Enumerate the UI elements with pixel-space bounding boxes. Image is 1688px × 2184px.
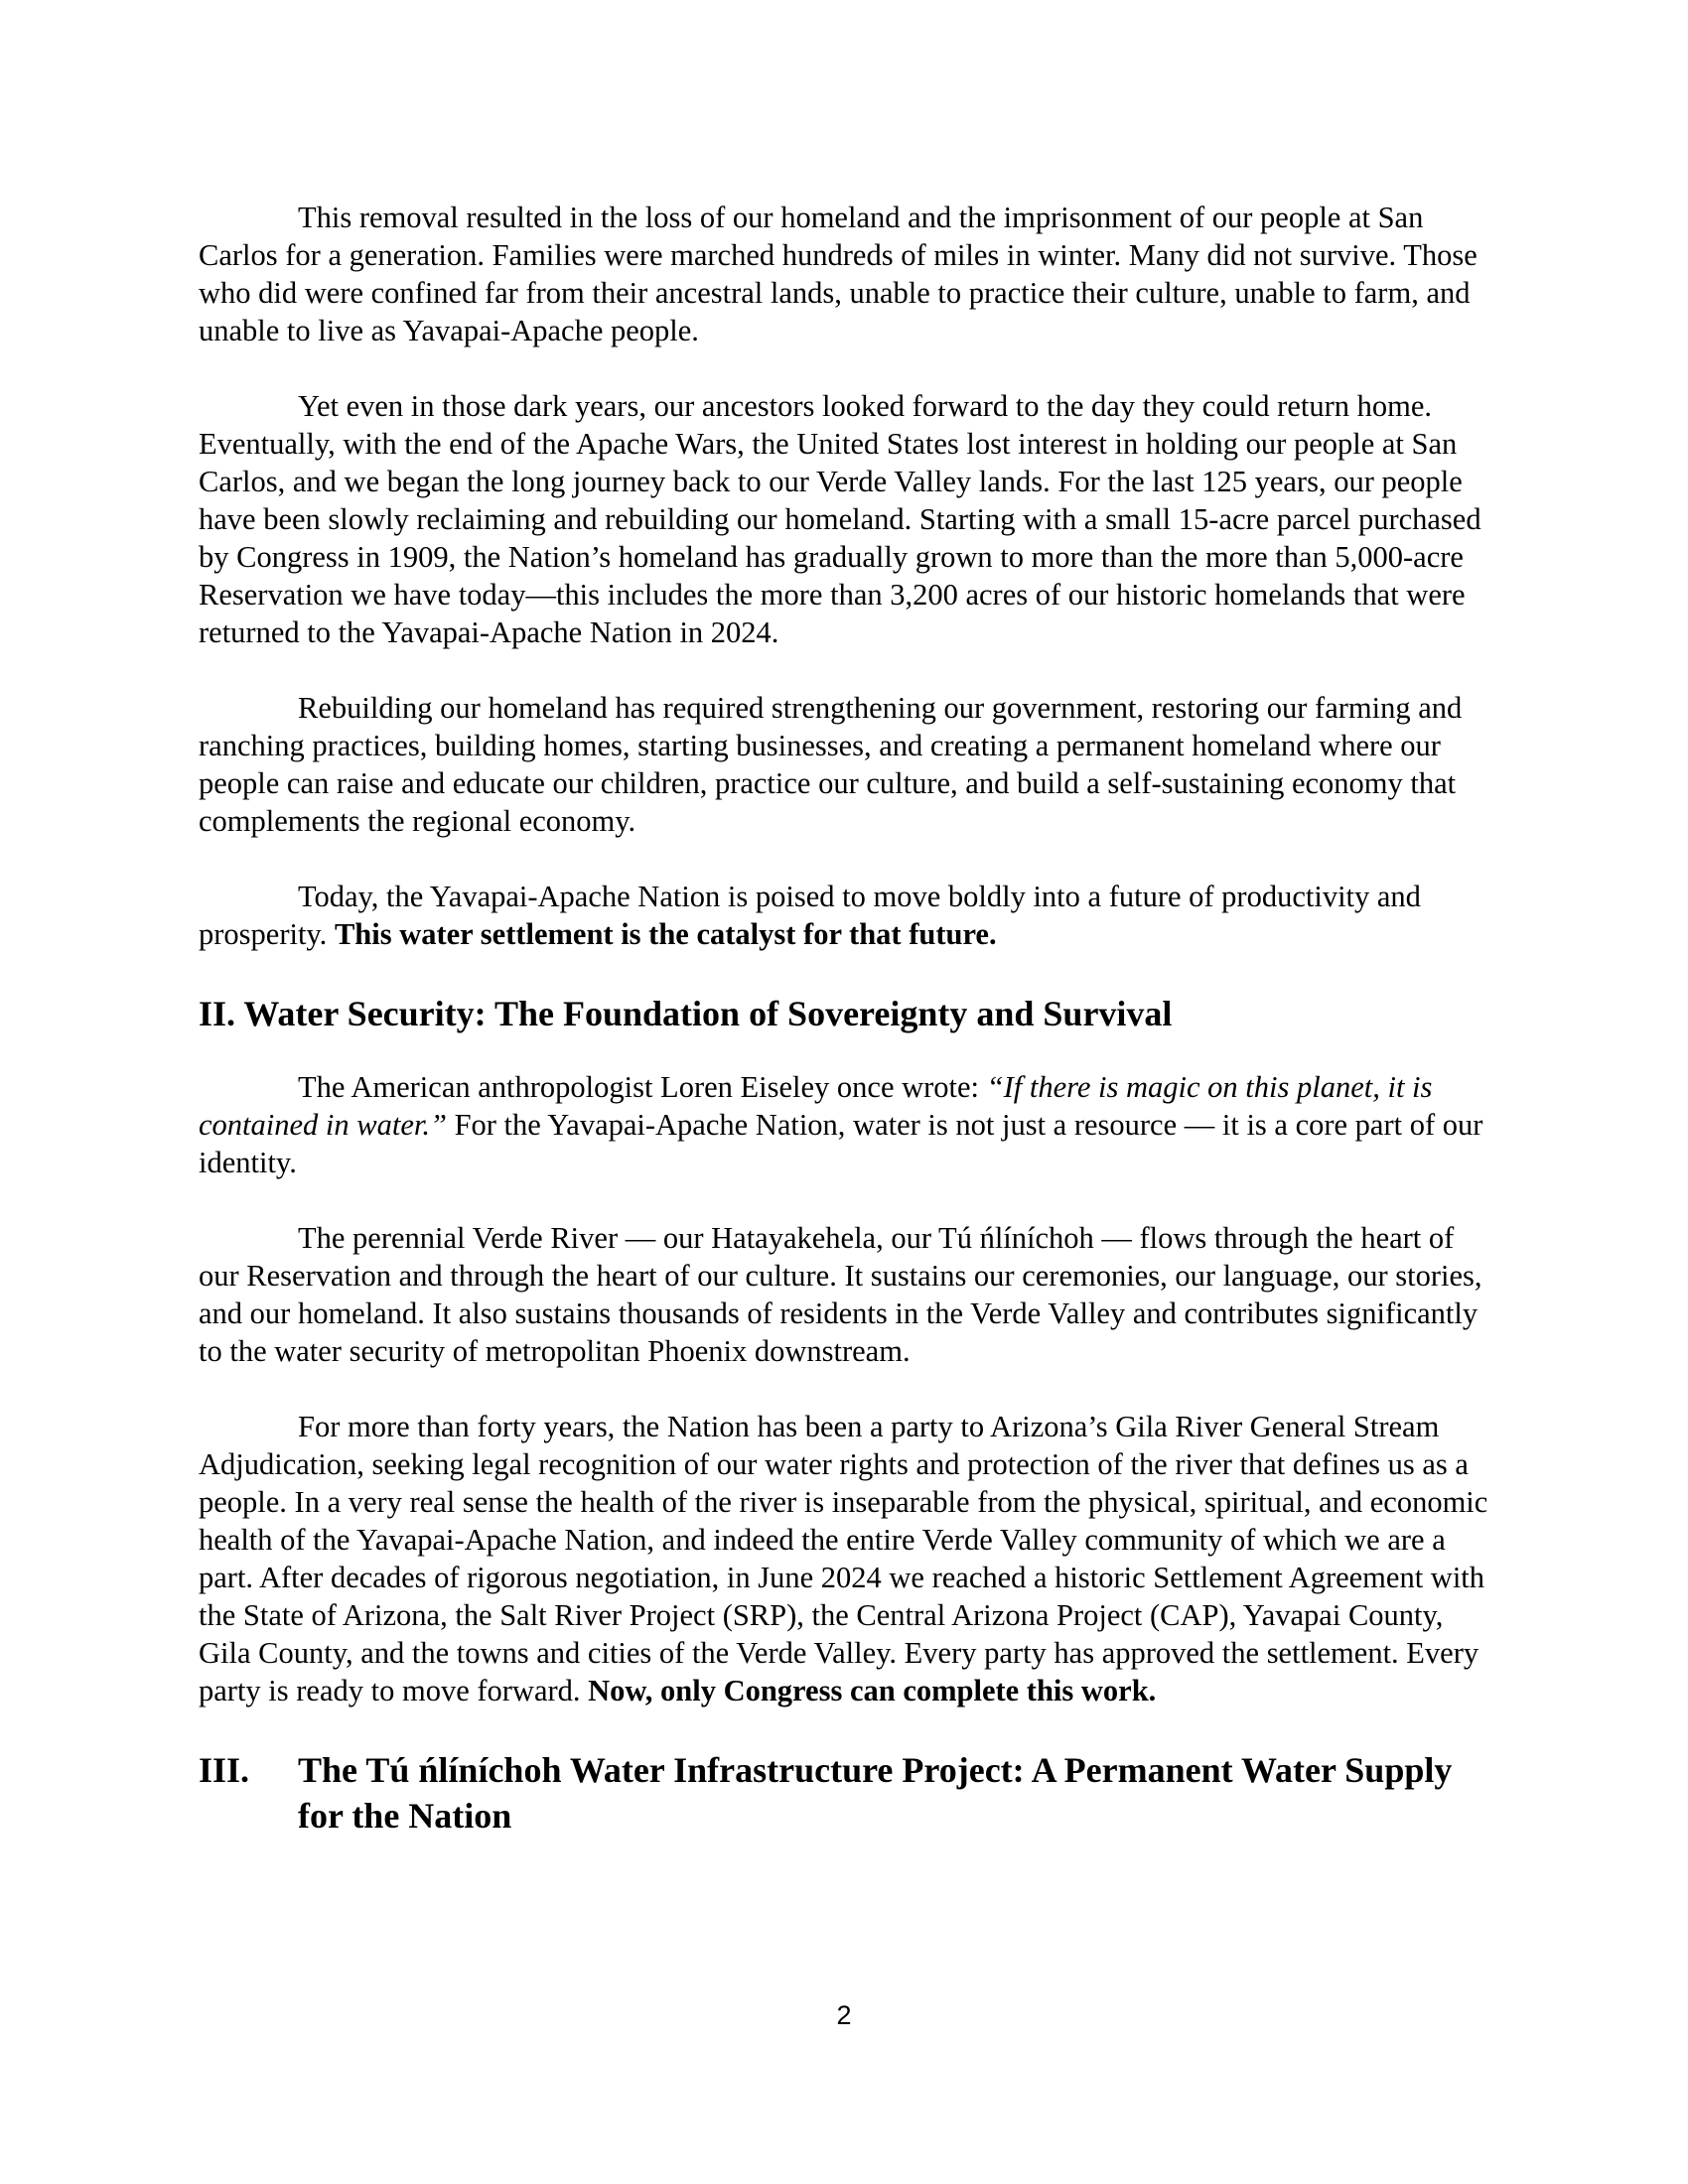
paragraph-rebuilding-text: Rebuilding our homeland has required strengthening our government, restoring our farming and ranching practices, building homes, starting businesses, and creating a permanent homeland where our people can raise and educate our children, practice our culture, and build a self-sustaining economy that complements the regional economy. [199,691,1463,838]
section-title: The Tú ńlíníchoh Water Infrastructure Project: A Permanent Water Supply for the Nation [298,1750,1453,1836]
document-page [199,199,1489,1839]
paragraph-eiseley-rest: For the Yavapai-Apache Nation, water is not just a resource — it is a core part of our identity. [199,1108,1483,1179]
paragraph-removal-text: This removal resulted in the loss of our homeland and the imprisonment of our people at San Carlos for a generation. Families were marched hundreds of miles in winter. Many did not survive. Those who did were confined far from their ancestral lands, unable to practice their culture, unable to farm, and unable to live as Yavapai-Apache people. [199,201,1477,347]
paragraph-future [199,878,1489,953]
paragraph-adjudication-emphasis: Now, only Congress can complete this work. [588,1674,1157,1707]
section-heading-water-security: II. Water Security: The Foundation of Sovereignty and Survival [199,994,1173,1033]
paragraph-future-text: Today, the Yavapai-Apache Nation is poised to move boldly into a future of productivity and prosperity. [199,880,1421,951]
page-number: 2 [836,2000,852,2030]
eiseley-quote: “If there is magic on this planet, it is contained in water.” [199,1070,1433,1142]
paragraph-verde-river-text: The perennial Verde River — our Hatayakehela, our Tú ńlíníchoh — flows through the heart of our Reservation and through the heart of our culture. It sustains our ceremonies, our language, our stories, and our homeland. It also sustains thousands of residents in the Verde Valley and contributes significantly to the water security of metropolitan Phoenix downstream. [199,1221,1482,1368]
paragraph-eiseley-intro: The American anthropologist Loren Eiseley once wrote: [298,1070,987,1104]
paragraph-future-emphasis: This water settlement is the catalyst for that future. [334,917,997,951]
paragraph-adjudication-text: For more than forty years, the Nation has been a party to Arizona’s Gila River General Stream Adjudication, seeking legal recognition of our water rights and protection of the river that defines us as a people. In a very real sense the health of the river is inseparable from the physical, spiritual, and economic health of the Yavapai-Apache Nation, and indeed the entire Verde Valley community of which we are a part. After decades of rigorous negotiation, in June 2024 we reached a historic Settlement Agreement with the State of Arizona, the Salt River Project (SRP), the Central Arizona Project (CAP), Yavapai County, Gila County, and the towns and cities of the Verde Valley. Every party has approved the settlement. Every party is ready to move forward. [199,1410,1488,1707]
paragraph-adjudication [199,1408,1489,1709]
paragraph-return-home [199,387,1489,651]
paragraph-verde-river [199,1219,1489,1370]
paragraph-return-home-text: Yet even in those dark years, our ancestors looked forward to the day they could return home. Eventually, with the end of the Apache Wars, the United States lost interest in holding our people at San Carlos, and we began the long journey back to our Verde Valley lands. For the last 125 years, our people have been slowly reclaiming and rebuilding our homeland. Starting with a small 15-acre parcel purchased by Congress in 1909, the Nation’s homeland has gradually grown to more than the more than 5,000-acre Reservation we have today—this includes the more than 3,200 acres of our historic homelands that were returned to the Yavapai-Apache Nation in 2024. [199,389,1481,649]
paragraph-rebuilding [199,689,1489,840]
section-number: III. [199,1750,250,1790]
paragraph-removal [199,199,1489,349]
paragraph-eiseley-quote [199,1068,1489,1181]
section-heading-infrastructure [199,1747,1489,1839]
